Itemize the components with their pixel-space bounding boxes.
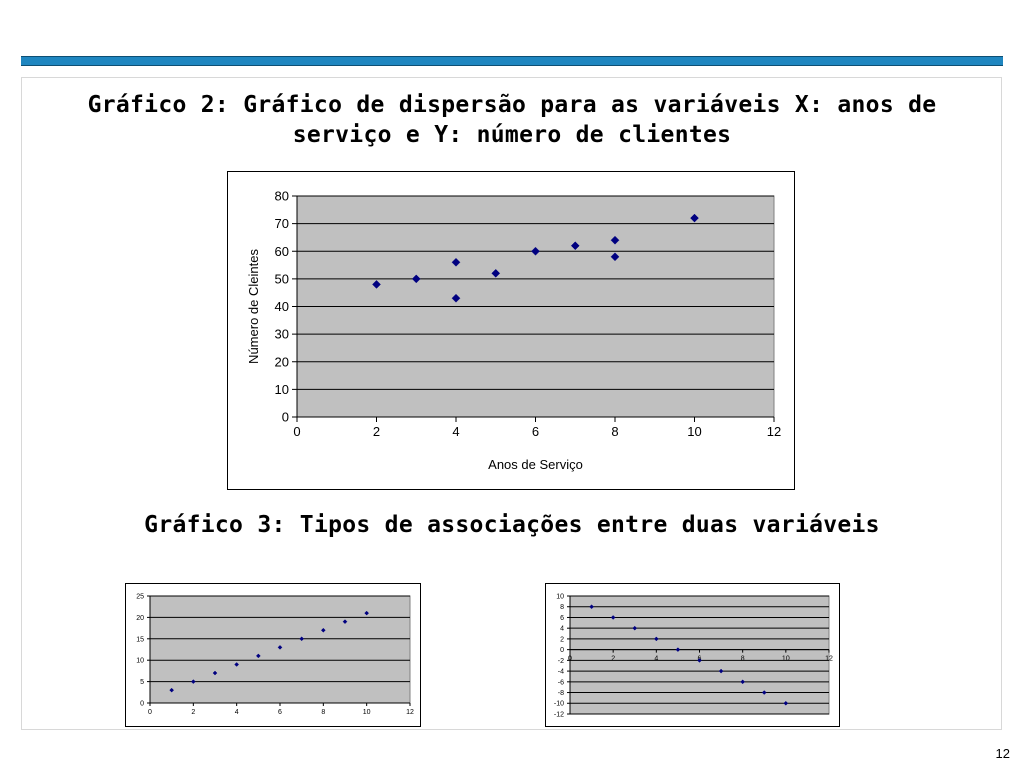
y-tick-label: -6 <box>557 679 564 687</box>
top-accent-bar <box>21 56 1003 66</box>
x-tick-label: 0 <box>148 709 152 716</box>
x-tick-label: 4 <box>234 709 239 716</box>
y-tick-label: -8 <box>557 689 564 697</box>
y-tick-label: 80 <box>274 188 289 204</box>
chart-svg <box>546 584 839 726</box>
chart-svg <box>126 584 420 726</box>
x-tick-label: 6 <box>531 424 540 439</box>
heading-chart-3: Gráfico 3: Tipos de associações entre duas variáveis <box>144 512 880 538</box>
chart-svg <box>228 172 794 489</box>
y-tick-label: 0 <box>560 647 564 655</box>
x-tick-label: 6 <box>278 709 282 716</box>
heading-chart-2: Gráfico 2: Gráfico de dispersão para as variáveis X: anos de serviço e Y: número de clientes <box>87 92 937 148</box>
y-tick-label: 40 <box>274 299 289 315</box>
x-tick-label: 4 <box>452 424 460 439</box>
y-tick-label: 4 <box>560 625 564 633</box>
x-tick-label: 0 <box>293 424 301 439</box>
x-tick-label: 8 <box>321 709 326 716</box>
x-tick-label: 12 <box>825 655 833 663</box>
y-tick-label: -4 <box>557 668 564 676</box>
x-tick-label: 8 <box>740 655 745 663</box>
x-tick-label: 12 <box>766 424 782 439</box>
y-tick-label: 0 <box>281 409 289 425</box>
x-tick-label: 4 <box>654 655 659 663</box>
y-tick-label: 6 <box>560 614 564 622</box>
y-tick-label: 2 <box>560 636 564 644</box>
y-tick-label: 70 <box>274 216 289 232</box>
scatter-chart-negative <box>545 583 840 727</box>
x-tick-label: 0 <box>568 655 572 663</box>
page-number: 12 <box>995 746 1010 761</box>
y-tick-label: 25 <box>136 593 144 601</box>
x-tick-label: 2 <box>372 424 381 439</box>
scatter-chart-positive <box>125 583 421 727</box>
y-tick-label: 10 <box>556 593 564 601</box>
x-tick-label: 2 <box>191 709 196 716</box>
y-tick-label: 8 <box>560 604 564 612</box>
y-tick-label: 10 <box>136 657 144 665</box>
y-tick-label: -10 <box>553 700 564 708</box>
y-tick-label: 20 <box>274 354 289 370</box>
y-tick-label: -2 <box>557 657 564 665</box>
y-tick-label: 30 <box>274 326 289 342</box>
scatter-chart-main <box>227 171 795 490</box>
x-axis-title: Anos de Serviço <box>488 457 583 472</box>
y-tick-label: 5 <box>140 679 144 687</box>
y-tick-label: -12 <box>553 711 564 719</box>
x-tick-label: 10 <box>687 424 702 439</box>
x-tick-label: 12 <box>406 709 414 716</box>
y-tick-label: 20 <box>136 614 144 622</box>
y-tick-label: 0 <box>140 700 144 708</box>
x-tick-label: 2 <box>611 655 616 663</box>
y-tick-label: 10 <box>274 381 289 397</box>
x-tick-label: 10 <box>781 655 790 663</box>
y-axis-title: Número de Cleintes <box>246 249 261 364</box>
x-tick-label: 10 <box>362 709 371 716</box>
y-tick-label: 15 <box>136 636 144 644</box>
y-tick-label: 50 <box>274 271 289 287</box>
y-tick-label: 60 <box>274 243 289 259</box>
x-tick-label: 8 <box>611 424 619 439</box>
